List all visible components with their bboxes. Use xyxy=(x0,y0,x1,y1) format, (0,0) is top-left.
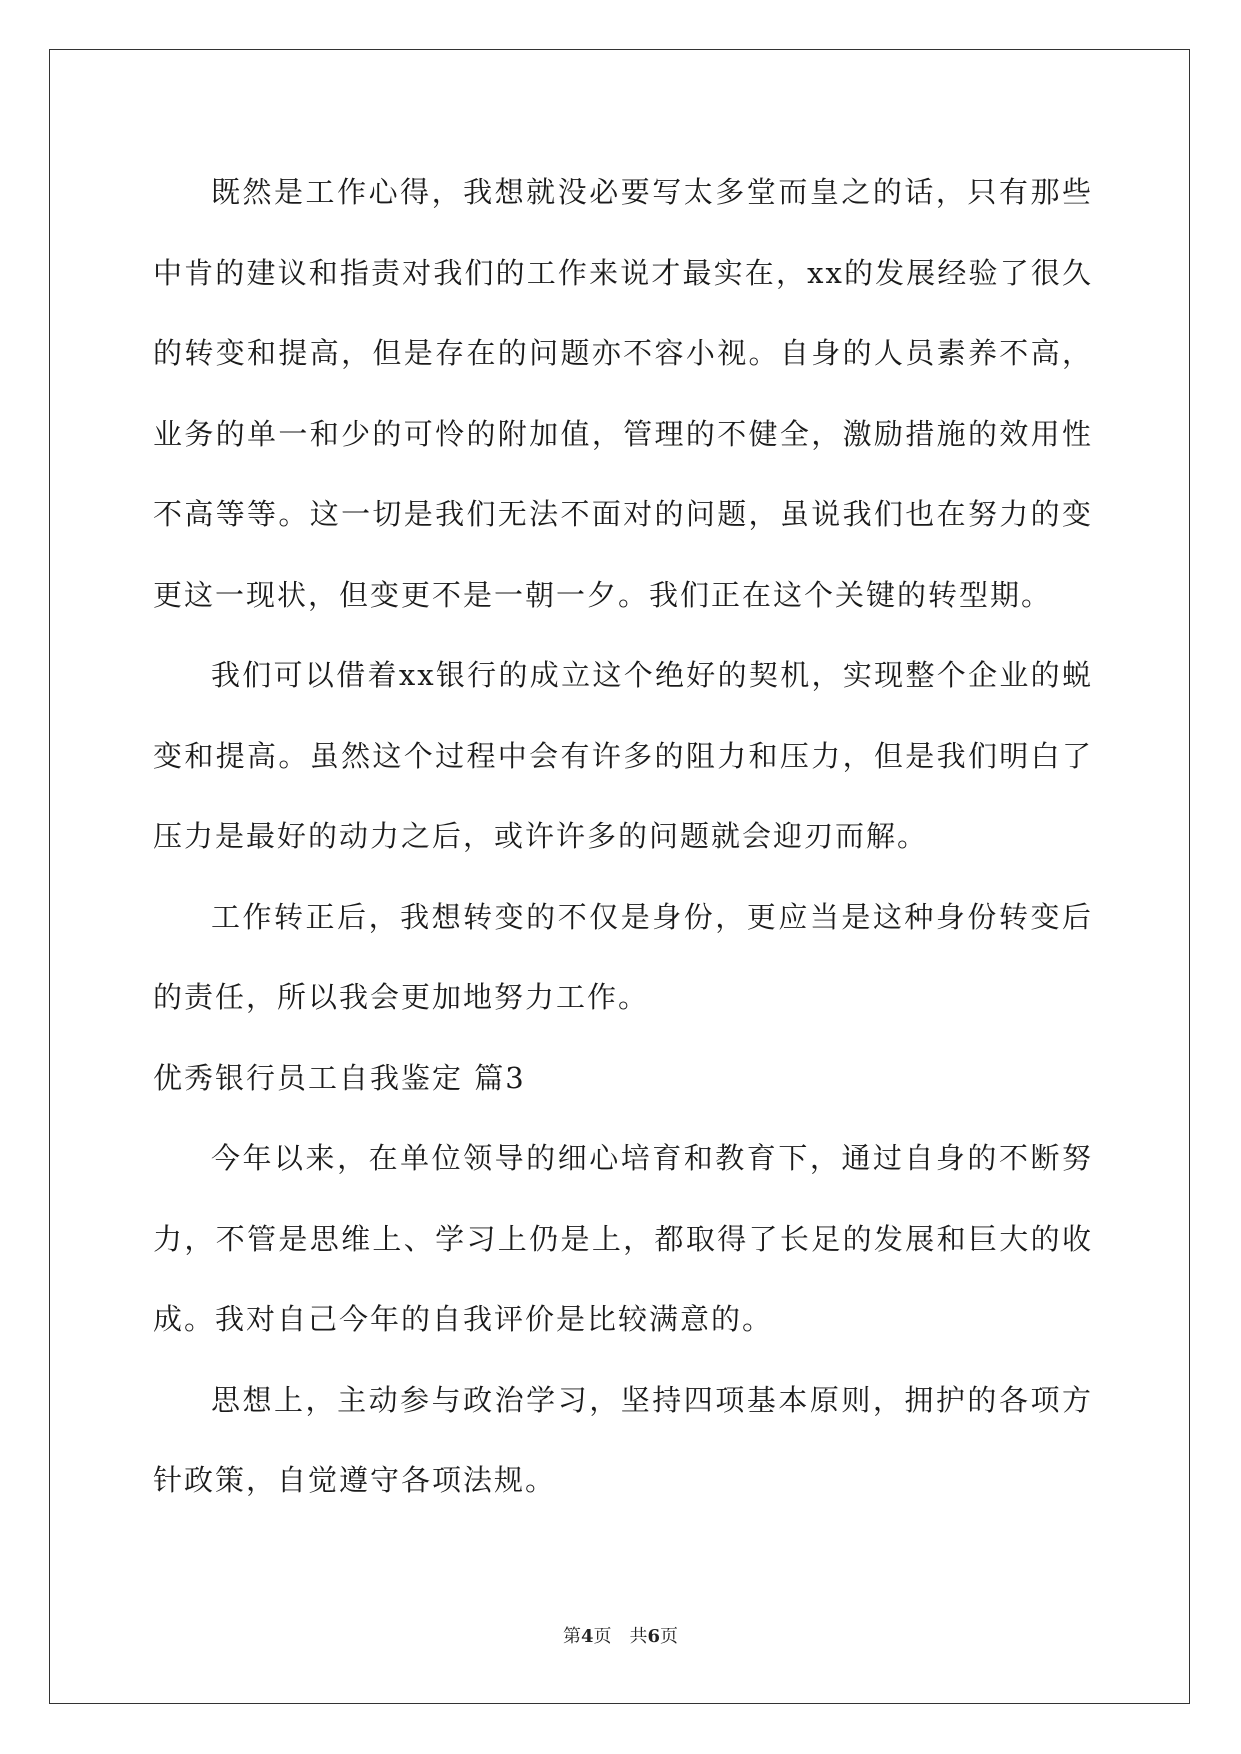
paragraph: 工作转正后，我想转变的不仅是身份，更应当是这种身份转变后的责任，所以我会更加地努力工作。 xyxy=(153,899,1093,1014)
page-current: 4 xyxy=(580,1626,594,1647)
page-prefix: 第 xyxy=(562,1626,581,1647)
page-total: 6 xyxy=(647,1626,661,1647)
paragraph: 今年以来，在单位领导的细心培育和教育下，通过自身的不断努力，不管是思维上、学习上仍是上，都取得了长足的发展和巨大的收成。我对自己今年的自我评价是比较满意的。 xyxy=(153,1141,1093,1336)
total-unit: 页 xyxy=(660,1626,679,1647)
document-body xyxy=(153,152,1093,1521)
page-unit: 页 xyxy=(593,1626,612,1647)
paragraph: 我们可以借着xx银行的成立这个绝好的契机，实现整个企业的蜕变和提高。虽然这个过程中会有许多的阻力和压力，但是我们明白了压力是最好的动力之后，或许许多的问题就会迎刃而解。 xyxy=(153,658,1093,853)
total-prefix: 共 xyxy=(629,1626,648,1647)
paragraph: 既然是工作心得，我想就没必要写太多堂而皇之的话，只有那些中肯的建议和指责对我们的工作来说才最实在，xx的发展经验了很久的转变和提高，但是存在的问题亦不容小视。自身的人员素养不高，业务的单一和少的可怜的附加值，管理的不健全，激励措施的效用性不高等等。这一切是我们无法不面对的问题，虽说我们也在努力的变更这一现状，但变更不是一朝一夕。我们正在这个关键的转型期。 xyxy=(153,175,1093,612)
page-footer xyxy=(0,1622,1241,1648)
section-title: 优秀银行员工自我鉴定 篇3 xyxy=(153,1060,526,1095)
paragraph: 思想上，主动参与政治学习，坚持四项基本原则，拥护的各项方针政策，自觉遵守各项法规。 xyxy=(153,1382,1093,1497)
